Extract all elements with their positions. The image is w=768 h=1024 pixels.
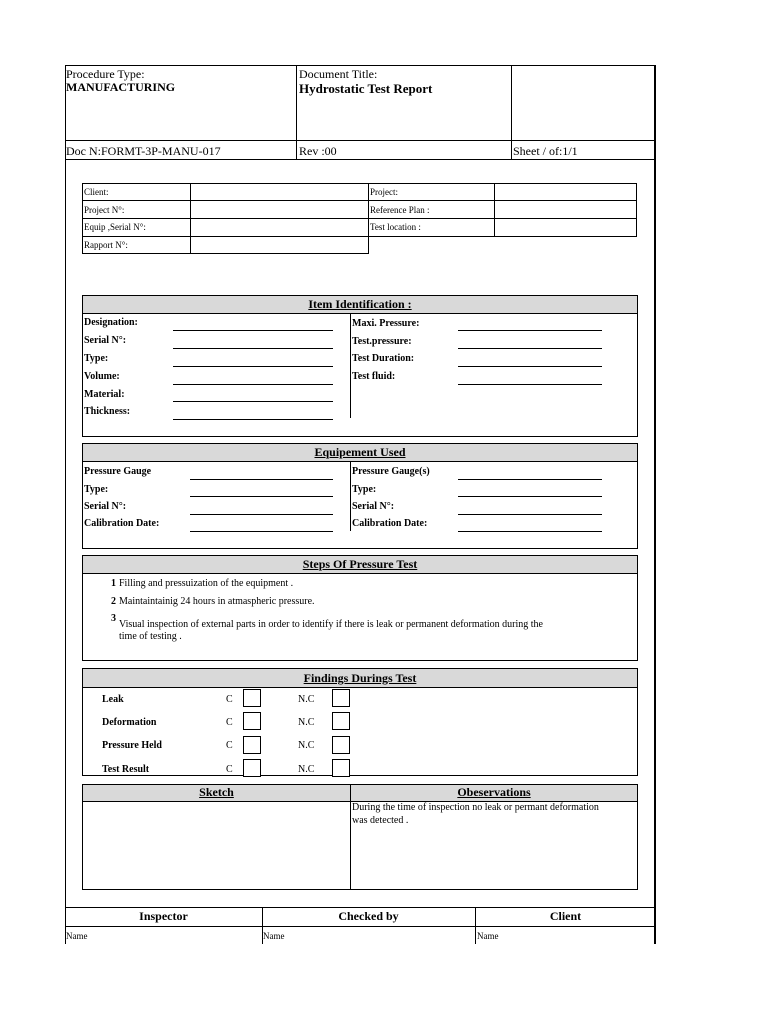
item-identification-title: Item Identification : bbox=[83, 296, 637, 314]
deformation-nc-label: N.C bbox=[298, 717, 315, 728]
findings-title: Findings Durings Test bbox=[83, 669, 637, 688]
gauge-type-field-2[interactable] bbox=[458, 496, 602, 497]
procedure-type-label: Procedure Type: bbox=[66, 67, 145, 81]
step-2-text: Maintaintainig 24 hours in atmaspheric pressure. bbox=[119, 596, 315, 607]
test-result-nc-checkbox[interactable] bbox=[332, 759, 350, 777]
leak-label: Leak bbox=[102, 694, 124, 705]
equipment-title: Equipement Used bbox=[83, 444, 637, 462]
pressure-gauge-label-2: Pressure Gauge(s) bbox=[352, 466, 430, 477]
calibration-date-field-1[interactable] bbox=[190, 531, 333, 532]
gauge-serial-label-1: Serial N°: bbox=[84, 501, 127, 512]
gauge-serial-label-2: Serial N°: bbox=[352, 501, 395, 512]
observations-area[interactable] bbox=[351, 801, 637, 889]
leak-nc-label: N.C bbox=[298, 694, 315, 705]
pressure-held-nc-label: N.C bbox=[298, 740, 315, 751]
test-result-c-checkbox[interactable] bbox=[243, 759, 261, 777]
checked-by-heading: Checked by bbox=[338, 909, 399, 923]
rapport-no-label: Rapport N°: bbox=[84, 240, 128, 250]
step-1-text: Filling and pressuization of the equipment . bbox=[119, 578, 294, 589]
equip-serial-label: Equip ,Serial N°: bbox=[84, 222, 146, 232]
step-3-text: Visual inspection of external parts in order to identify if there is leak or permanent deformation during the bbox=[119, 619, 543, 630]
step-3-number: 3 bbox=[111, 613, 116, 624]
designation-label: Designation: bbox=[84, 317, 138, 328]
deformation-nc-checkbox[interactable] bbox=[332, 712, 350, 730]
steps-title: Steps Of Pressure Test bbox=[83, 556, 637, 574]
designation-field[interactable] bbox=[173, 330, 333, 331]
test-duration-label: Test Duration: bbox=[352, 353, 415, 364]
sketch-title: Sketch bbox=[199, 785, 234, 799]
test-fluid-field[interactable] bbox=[458, 384, 602, 385]
deformation-c-checkbox[interactable] bbox=[243, 712, 261, 730]
inspector-name-label: Name bbox=[66, 931, 88, 941]
test-result-nc-label: N.C bbox=[298, 764, 315, 775]
sheet-number: Sheet / of:1/1 bbox=[513, 144, 578, 158]
material-field[interactable] bbox=[173, 401, 333, 402]
gauge-type-label-1: Type: bbox=[84, 484, 109, 495]
gauge-serial-field-1[interactable] bbox=[190, 514, 333, 515]
step-3-text-cont: time of testing . bbox=[119, 631, 182, 642]
document-title-label: Document Title: bbox=[299, 67, 378, 81]
gauge-type-label-2: Type: bbox=[352, 484, 377, 495]
test-pressure-field[interactable] bbox=[458, 348, 602, 349]
serial-no-label: Serial N°: bbox=[84, 335, 127, 346]
serial-no-field[interactable] bbox=[173, 348, 333, 349]
pressure-gauge-field-2[interactable] bbox=[458, 479, 602, 480]
thickness-field[interactable] bbox=[173, 419, 333, 420]
volume-label: Volume: bbox=[84, 371, 120, 382]
revision: Rev :00 bbox=[299, 144, 337, 158]
pressure-gauge-field-1[interactable] bbox=[190, 479, 333, 480]
steps-section bbox=[82, 555, 638, 661]
test-location-label: Test location : bbox=[370, 222, 421, 232]
thickness-label: Thickness: bbox=[84, 406, 131, 417]
calibration-date-field-2[interactable] bbox=[458, 531, 602, 532]
observations-text-2: was detected . bbox=[352, 815, 409, 826]
pressure-held-c-checkbox[interactable] bbox=[243, 736, 261, 754]
deformation-label: Deformation bbox=[102, 717, 157, 728]
pressure-gauge-label-1: Pressure Gauge bbox=[84, 466, 152, 477]
client-name-label: Name bbox=[477, 931, 499, 941]
step-1-number: 1 bbox=[111, 578, 116, 589]
client-heading: Client bbox=[549, 909, 582, 923]
checked-by-name-label: Name bbox=[263, 931, 285, 941]
procedure-type-value: MANUFACTURING bbox=[66, 80, 176, 94]
info-right-col-sep bbox=[494, 183, 495, 237]
project-label: Project: bbox=[370, 187, 398, 197]
deformation-c-label: C bbox=[226, 717, 233, 728]
material-label: Material: bbox=[84, 389, 125, 400]
test-fluid-label: Test fluid: bbox=[352, 371, 396, 382]
maxi-pressure-label: Maxi. Pressure: bbox=[352, 318, 420, 329]
reference-plan-label: Reference Plan : bbox=[370, 205, 430, 215]
leak-c-checkbox[interactable] bbox=[243, 689, 261, 707]
gauge-type-field-1[interactable] bbox=[190, 496, 333, 497]
pressure-held-c-label: C bbox=[226, 740, 233, 751]
pressure-held-nc-checkbox[interactable] bbox=[332, 736, 350, 754]
type-field[interactable] bbox=[173, 366, 333, 367]
project-no-label: Project N°: bbox=[84, 205, 125, 215]
document-title-value: Hydrostatic Test Report bbox=[299, 81, 433, 96]
client-label: Client: bbox=[84, 187, 109, 197]
calibration-date-label-1: Calibration Date: bbox=[84, 518, 160, 529]
inspector-heading: Inspector bbox=[139, 909, 188, 923]
maxi-pressure-field[interactable] bbox=[458, 330, 602, 331]
calibration-date-label-2: Calibration Date: bbox=[352, 518, 428, 529]
gauge-serial-field-2[interactable] bbox=[458, 514, 602, 515]
doc-number: Doc N:FORMT-3P-MANU-017 bbox=[66, 144, 221, 158]
test-pressure-label: Test.pressure: bbox=[352, 336, 412, 347]
pressure-held-label: Pressure Held bbox=[102, 740, 162, 751]
sketch-area[interactable] bbox=[83, 801, 349, 889]
volume-field[interactable] bbox=[173, 384, 333, 385]
observations-title: Obeservations bbox=[457, 785, 531, 799]
findings-section bbox=[82, 668, 638, 776]
leak-nc-checkbox[interactable] bbox=[332, 689, 350, 707]
step-2-number: 2 bbox=[111, 596, 116, 607]
observations-text-1: During the time of inspection no leak or permant deformation bbox=[352, 802, 599, 813]
leak-c-label: C bbox=[226, 694, 233, 705]
test-result-c-label: C bbox=[226, 764, 233, 775]
test-result-label: Test Result bbox=[102, 764, 150, 775]
type-label: Type: bbox=[84, 353, 109, 364]
test-duration-field[interactable] bbox=[458, 366, 602, 367]
